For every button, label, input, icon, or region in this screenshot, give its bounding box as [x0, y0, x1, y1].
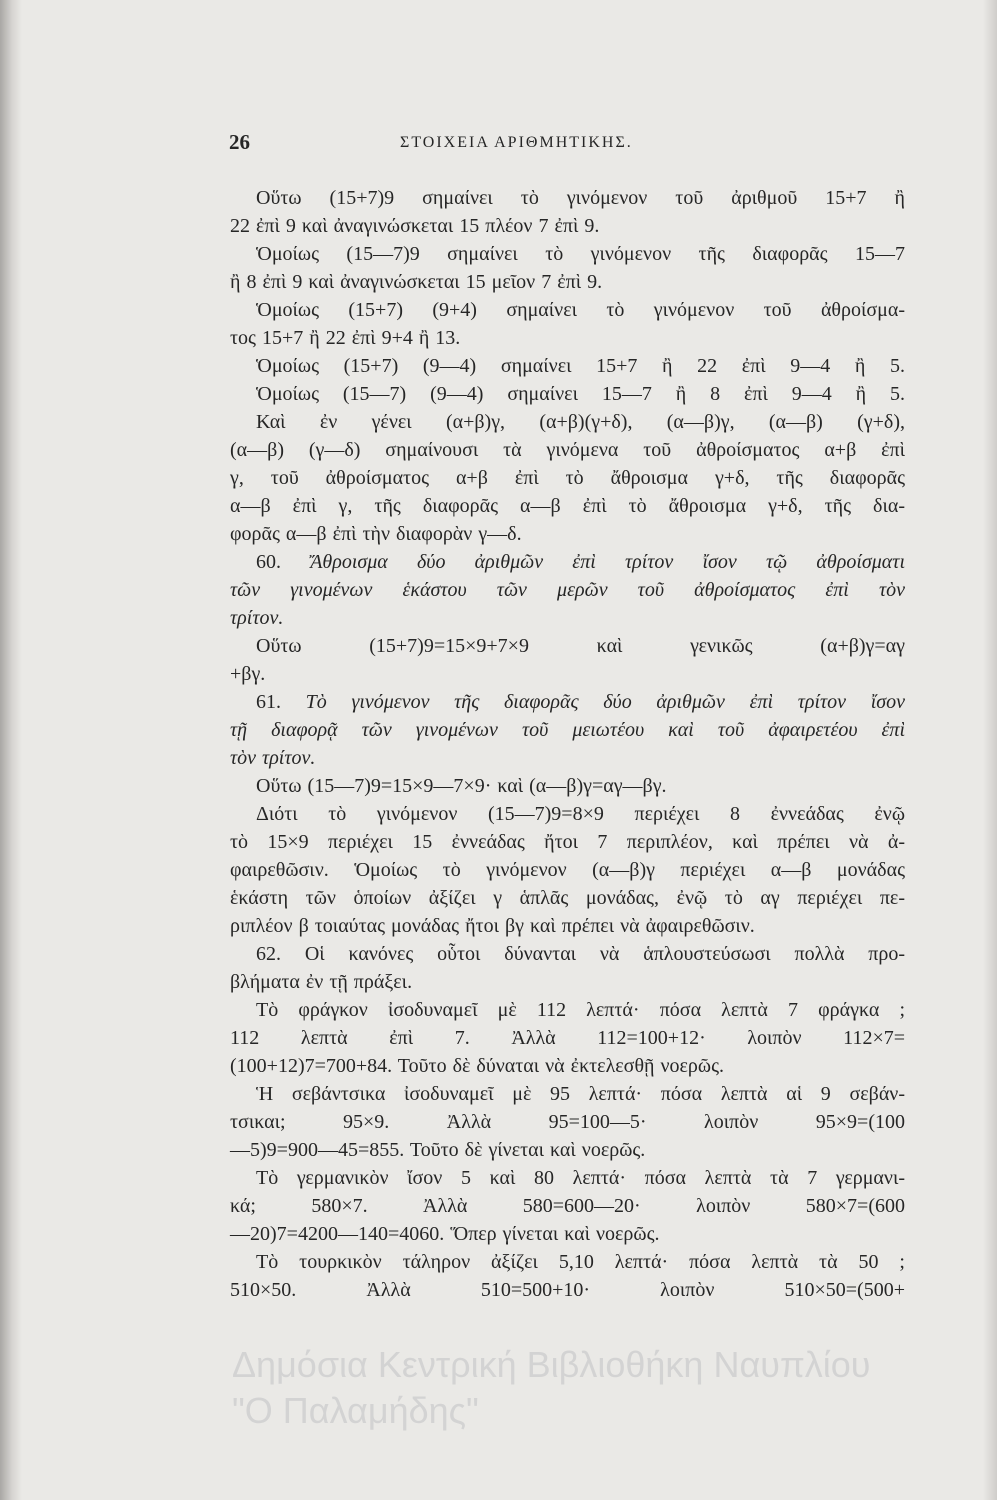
running-head: ΣΤΟΙΧΕΙΑ ΑΡΙΘΜΗΤΙΚΗΣ. [400, 134, 633, 151]
text-line: βλήματα ἐν τῇ πράξει. [230, 971, 413, 993]
text-line: τσικαι; 95×9. Ἀλλὰ 95=100—5· λοιπὸν 95×9=(100 [230, 1111, 905, 1133]
text-line: Οὕτω (15+7)9=15×9+7×9 καὶ γενικῶς (α+β)γ=αγ [256, 635, 905, 657]
text-line: 510×50. Ἀλλὰ 510=500+10· λοιπὸν 510×50=(500+ [230, 1279, 905, 1301]
paragraph [230, 408, 905, 548]
section-number: 60. [256, 551, 281, 573]
text-line: Τὸ γερμανικὸν ἴσον 5 καὶ 80 λεπτά· πόσα λεπτὰ τὰ 7 γερμανι- [256, 1167, 905, 1189]
section-number: 61. [256, 691, 281, 713]
paragraph [230, 800, 905, 940]
paragraph [230, 1080, 905, 1164]
text-line: ἢ 8 ἐπὶ 9 καὶ ἀναγινώσκεται 15 μεῖον 7 ἐπὶ 9. [230, 271, 603, 293]
library-watermark [232, 1342, 912, 1434]
text-line: (α—β) (γ—δ) σημαίνουσι τὰ γινόμενα τοῦ ἀθροίσματος α+β ἐπὶ [230, 439, 905, 461]
rule-text: τῇ διαφορᾷ τῶν γινομένων τοῦ μειωτέου καὶ τοῦ ἀφαιρετέου ἐπὶ [230, 719, 905, 741]
section-number: 62. [256, 943, 281, 965]
text-body [230, 184, 905, 1304]
text-line: —5)9=900—45=855. Τοῦτο δὲ γίνεται καὶ νοερῶς. [230, 1139, 646, 1161]
scan-edge-left [0, 0, 22, 1500]
text-line: Τὸ τουρκικὸν τάληρον ἀξίζει 5,10 λεπτά· πόσα λεπτὰ τὰ 50 ; [256, 1251, 905, 1273]
paragraph [230, 240, 905, 296]
text-line: ἑκάστη τῶν ὁποίων ἀξίζει γ ἁπλᾶς μονάδας, ἐνῷ τὸ αγ περιέχει πε- [230, 887, 905, 909]
paragraph [230, 184, 905, 240]
rule-text: Ἄθροισμα δύο ἀριθμῶν ἐπὶ τρίτον ἴσον τῷ ἀθροίσματι [310, 551, 905, 573]
scan-edge-right [983, 0, 997, 1500]
text-line: τος 15+7 ἢ 22 ἐπὶ 9+4 ἢ 13. [230, 327, 461, 349]
text-line: Ὁμοίως (15+7) (9—4) σημαίνει 15+7 ἢ 22 ἐπὶ 9—4 ἢ 5. [256, 355, 905, 377]
rule-text: τρίτον. [230, 607, 284, 629]
text-line: ριπλέον β τοιαύτας μονάδας ἤτοι βγ καὶ πρέπει νὰ ἀφαιρεθῶσιν. [230, 915, 755, 937]
text-line: Διότι τὸ γινόμενον (15—7)9=8×9 περιέχει 8 ἐννεάδας ἐνῷ [256, 803, 905, 825]
text-line: 112 λεπτὰ ἐπὶ 7. Ἀλλὰ 112=100+12· λοιπὸν 112×7= [230, 1027, 905, 1049]
text-line: φορᾶς α—β ἐπὶ τὴν διαφορὰν γ—δ. [230, 523, 522, 545]
paragraph [230, 1164, 905, 1248]
page-number: 26 [229, 130, 250, 154]
text-line: Οὕτω (15+7)9 σημαίνει τὸ γινόμενον τοῦ ἀριθμοῦ 15+7 ἢ [256, 187, 905, 209]
paragraph [230, 996, 905, 1080]
text-line: τὸ 15×9 περιέχει 15 ἐννεάδας ἤτοι 7 περιπλέον, καὶ πρέπει νὰ ἀ- [230, 831, 905, 853]
text-line [230, 688, 905, 716]
watermark-line: Δημόσια Κεντρική Βιβλιοθήκη Ναυπλίου [232, 1344, 871, 1385]
rule-text: τῶν γινομένων ἑκάστου τῶν μερῶν τοῦ ἀθροίσματος ἐπὶ τὸν [230, 579, 905, 601]
text-line: κά; 580×7. Ἀλλὰ 580=600—20· λοιπὸν 580×7=(600 [230, 1195, 905, 1217]
paragraph [230, 352, 905, 380]
text-line [230, 548, 905, 576]
paragraph [230, 632, 905, 688]
text-line: Ὁμοίως (15—7) (9—4) σημαίνει 15—7 ἢ 8 ἐπὶ 9—4 ἢ 5. [256, 383, 905, 405]
rule-paragraph [230, 688, 905, 772]
text-line: α—β ἐπὶ γ, τῆς διαφορᾶς α—β ἐπὶ τὸ ἄθροισμα γ+δ, τῆς δια- [230, 495, 905, 517]
watermark-line: "Ο Παλαμήδης" [232, 1390, 479, 1431]
text-line: Οὕτω (15—7)9=15×9—7×9· καὶ (α—β)γ=αγ—βγ. [256, 775, 667, 797]
text-line: γ, τοῦ ἀθροίσματος α+β ἐπὶ τὸ ἄθροισμα γ+δ, τῆς διαφορᾶς [230, 467, 905, 489]
text-line: φαιρεθῶσιν. Ὁμοίως τὸ γινόμενον (α—β)γ περιέχει α—β μονάδας [230, 859, 905, 881]
paragraph [230, 296, 905, 352]
text-line: Ὁμοίως (15—7)9 σημαίνει τὸ γινόμενον τῆς διαφορᾶς 15—7 [256, 243, 905, 265]
text-line: 22 ἐπὶ 9 καὶ ἀναγινώσκεται 15 πλέον 7 ἐπὶ 9. [230, 215, 600, 237]
text-line: +βγ. [230, 663, 266, 685]
paragraph [230, 1248, 905, 1304]
paragraph [230, 380, 905, 408]
text-line: (100+12)7=700+84. Τοῦτο δὲ δύναται νὰ ἐκτελεσθῇ νοερῶς. [230, 1055, 724, 1077]
paragraph [230, 772, 905, 800]
text-line: —20)7=4200—140=4060. Ὅπερ γίνεται καὶ νοερῶς. [230, 1223, 660, 1245]
rule-paragraph [230, 548, 905, 632]
rule-text: τὸν τρίτον. [230, 747, 316, 769]
text-line: Καὶ ἐν γένει (α+β)γ, (α+β)(γ+δ), (α—β)γ, (α—β) (γ+δ), [256, 411, 905, 433]
paragraph [230, 940, 905, 996]
text-span: Οἱ κανόνες οὗτοι δύνανται νὰ ἁπλουστεύσωσι πολλὰ προ- [304, 943, 906, 965]
rule-text: Τὸ γινόμενον τῆς διαφορᾶς δύο ἀριθμῶν ἐπὶ τρίτον ἴσον [305, 691, 906, 713]
text-line: Ὁμοίως (15+7) (9+4) σημαίνει τὸ γινόμενον τοῦ ἀθροίσμα- [256, 299, 905, 321]
text-line: Τὸ φράγκον ἰσοδυναμεῖ μὲ 112 λεπτά· πόσα λεπτὰ 7 φράγκα ; [256, 999, 905, 1021]
text-line: Ἡ σεβάντσικα ἰσοδυναμεῖ μὲ 95 λεπτά· πόσα λεπτὰ αἱ 9 σεβάν- [256, 1083, 905, 1105]
text-line [230, 940, 905, 968]
